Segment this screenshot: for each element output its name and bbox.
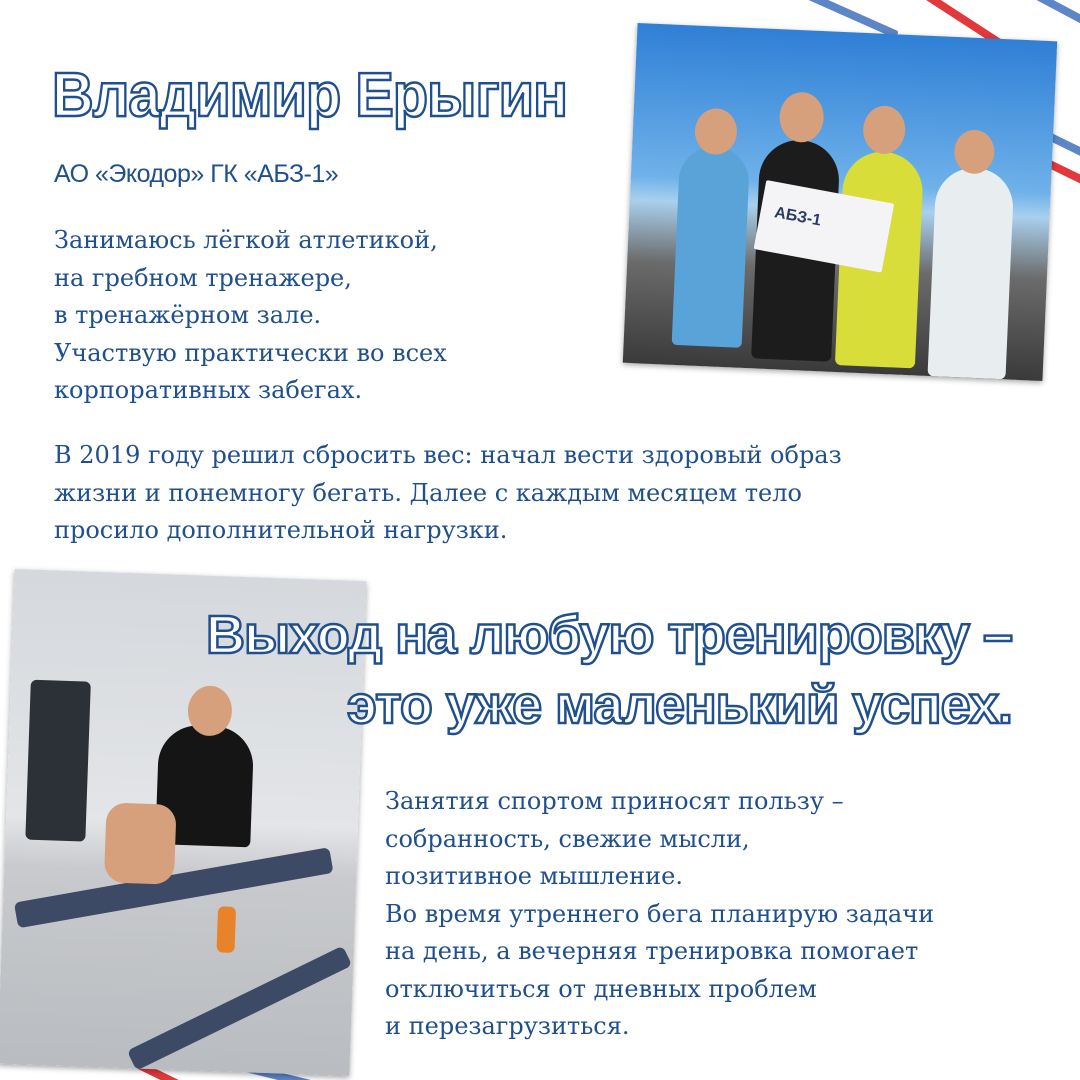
runner-head bbox=[779, 91, 825, 143]
banner-text: АБЗ-1 bbox=[773, 204, 823, 230]
company-name: АО «Экодор» ГК «АБЗ-1» bbox=[54, 160, 339, 188]
benefits-line: собранность, свежие мысли, bbox=[385, 824, 750, 853]
benefits-line: Во время утреннего бега планирую задачи bbox=[385, 899, 935, 928]
intro-line: на гребном тренажере, bbox=[54, 263, 352, 292]
team-running-photo bbox=[623, 23, 1057, 381]
benefits-line: и перезагрузиться. bbox=[385, 1012, 630, 1040]
benefits-paragraph bbox=[385, 783, 1065, 1046]
runner-figure bbox=[927, 166, 1014, 379]
rowing-machine bbox=[25, 680, 91, 842]
quote-headline bbox=[206, 600, 1012, 740]
benefits-line: на день, а вечерняя тренировка помогает bbox=[385, 937, 919, 965]
water-bottle bbox=[216, 906, 236, 953]
story-line: В 2019 году решил сбросить вес: начал вести здоровый образ bbox=[54, 441, 842, 469]
intro-paragraph bbox=[54, 222, 447, 410]
story-line: жизни и понемногу бегать. Далее с каждым месяцем тело bbox=[54, 478, 802, 507]
intro-line: в тренажёрном зале. bbox=[54, 301, 322, 329]
athlete-legs bbox=[104, 802, 177, 884]
quote-line: это уже маленький успех. bbox=[347, 675, 1012, 735]
benefits-line: позитивное мышление. bbox=[385, 862, 683, 890]
runner-head bbox=[953, 129, 995, 175]
runner-head bbox=[694, 108, 738, 156]
story-paragraph bbox=[54, 437, 1034, 550]
benefits-line: Занятия спортом приносят пользу – bbox=[385, 787, 844, 815]
person-name: Владимир Ерыгин bbox=[52, 61, 567, 130]
rowing-machine-rail-2 bbox=[127, 946, 352, 1071]
intro-line: Участвую практически во всех bbox=[54, 338, 447, 367]
story-line: просило дополнительной нагрузки. bbox=[54, 516, 508, 544]
quote-line: Выход на любую тренировку – bbox=[205, 605, 1012, 665]
intro-line: корпоративных забегах. bbox=[54, 376, 363, 404]
intro-line: Занимаюсь лёгкой атлетикой, bbox=[54, 226, 438, 254]
benefits-line: отключиться от дневных проблем bbox=[385, 974, 817, 1003]
stripe-top-blue-2 bbox=[996, 0, 1080, 44]
runner-figure bbox=[672, 145, 751, 348]
runner-head bbox=[862, 105, 906, 155]
